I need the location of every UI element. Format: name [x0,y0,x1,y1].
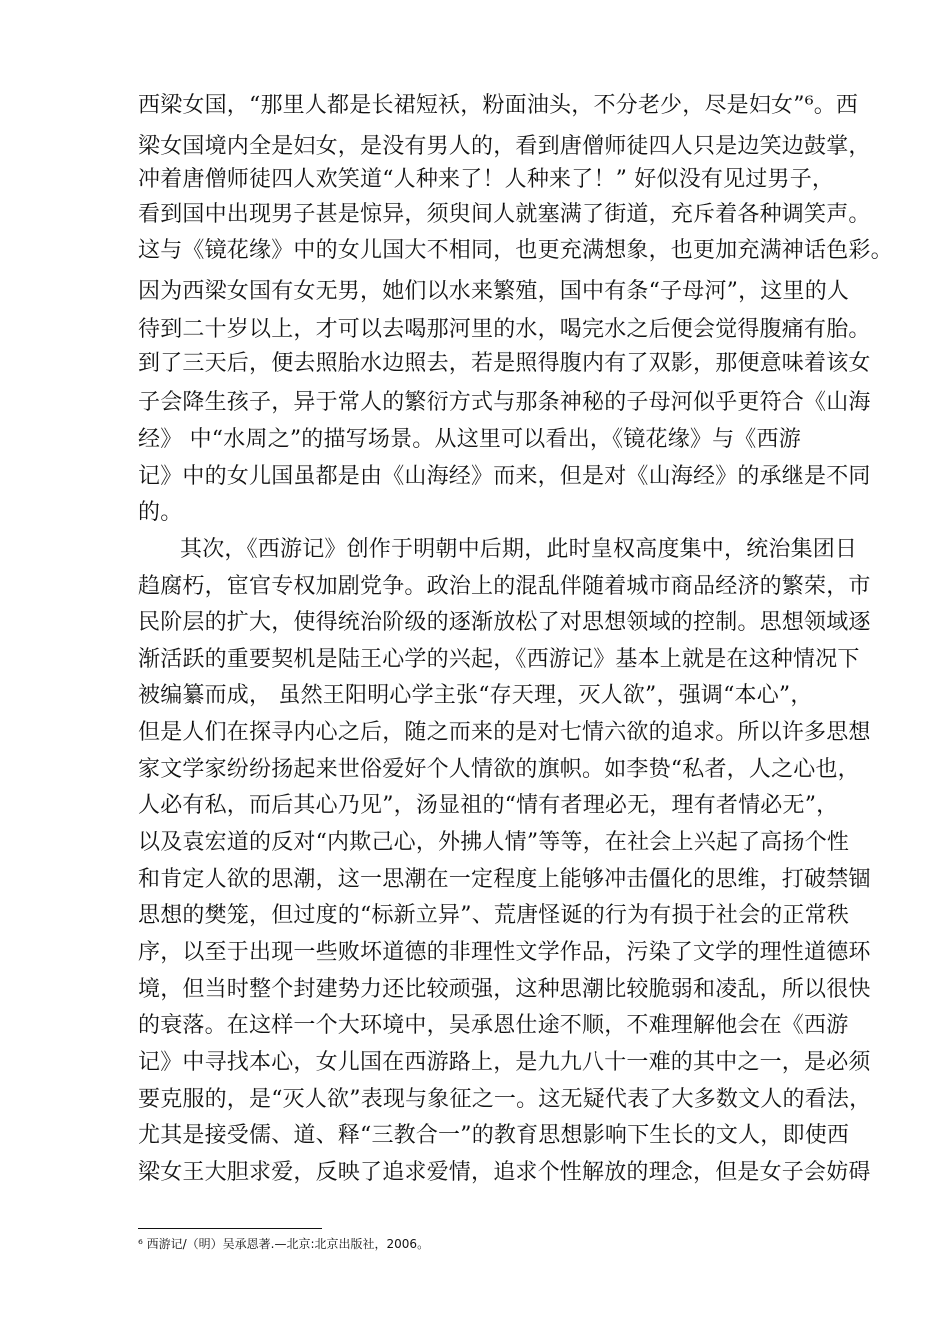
body-text-line: 的。 [138,500,183,525]
body-text-line: 人必有私，而后其心乃见”，汤显祖的“情有者理必无，理有者情必无”， [138,793,839,818]
body-text-line: 趋腐朽，宦官专权加剧党争。政治上的混乱伴随着城市商品经济的繁荣，市 [138,574,871,599]
footnote: ⁶ 西游记/（明）吴承恩著.—北京:北京出版社，2006。 [138,1237,430,1251]
body-text-line: 要克服的，是“灭人欲”表现与象征之一。这无疑代表了大多数文人的看法， [138,1087,872,1112]
body-text-line: 和肯定人欲的思潮，这一思潮在一定程度上能够冲击僵化的思维，打破禁锢 [138,867,871,892]
body-text-line: 民阶层的扩大，使得统治阶级的逐渐放松了对思想领域的控制。思想领域逐 [138,610,871,635]
body-text-line: 看到国中出现男子甚是惊异，须臾间人就塞满了街道，充斥着各种调笑声。 [138,202,871,227]
footnote-divider [138,1228,322,1229]
paragraph-first-line: 其次，《西游记》创作于明朝中后期，此时皇权高度集中，统治集团日 [180,537,858,562]
body-text-line: 梁女国境内全是妇女，是没有男人的，看到唐僧师徒四人只是边笑边鼓掌， [138,134,871,159]
body-text-line: 的衰落。在这样一个大环境中，吴承恩仕途不顺，不难理解他会在《西游 [138,1013,849,1038]
body-text-line: 记》中寻找本心，女儿国在西游路上，是九九八十一难的其中之一，是必须 [138,1050,871,1075]
body-text-line: 子会降生孩子，异于常人的繁衍方式与那条神秘的子母河似乎更符合《山海 [138,390,871,415]
body-text-line: 梁女王大胆求爱，反映了追求爱情，追求个性解放的理念，但是女子会妨碍 [138,1160,871,1185]
body-text-line: 被编纂而成， 虽然王阳明心学主张“存天理，灭人欲”，强调“本心”， [138,683,813,708]
body-text-line: 但是人们在探寻内心之后，随之而来的是对七情六欲的追求。所以许多思想 [138,720,871,745]
body-text-line: 待到二十岁以上，才可以去喝那河里的水，喝完水之后便会觉得腹痛有胎。 [138,317,871,342]
body-text-line: 思想的樊笼，但过度的“标新立异”、荒唐怪诞的行为有损于社会的正常秩 [138,903,850,928]
body-text-line: 冲着唐僧师徒四人欢笑道“人种来了！人种来了！” 好似没有见过男子， [138,167,835,192]
body-text-line: 序，以至于出现一些败坏道德的非理性文学作品，污染了文学的理性道德环 [138,940,871,965]
body-text-line: 这与《镜花缘》中的女儿国大不相同，也更充满想象，也更加充满神话色彩。 [138,238,893,263]
body-text-line: 记》中的女儿国虽都是由《山海经》而来，但是对《山海经》的承继是不同 [138,464,871,489]
body-text-line: 以及袁宏道的反对“内欺己心，外拂人情”等等，在社会上兴起了高扬个性 [138,830,850,855]
body-text-line: 尤其是接受儒、道、释“三教合一”的教育思想影响下生长的文人，即使西 [138,1123,850,1148]
body-text-line: 西梁女国，“那里人都是长裙短袄，粉面油头，不分老少，尽是妇女”⁶。西 [138,93,859,118]
body-text-line: 经》 中“水周之”的描写场景。从这里可以看出，《镜花缘》与《西游 [138,427,801,452]
body-text-line: 渐活跃的重要契机是陆王心学的兴起，《西游记》基本上就是在这种情况下 [138,647,860,672]
body-text-line: 境，但当时整个封建势力还比较顽强，这种思潮比较脆弱和凌乱，所以很快 [138,977,871,1002]
body-text-line: 家文学家纷纷扬起来世俗爱好个人情欲的旗帜。如李贽“私者，人之心也， [138,757,860,782]
body-text-line: 到了三天后，便去照胎水边照去，若是照得腹内有了双影，那便意味着该女 [138,351,871,376]
body-text-line: 因为西梁女国有女无男，她们以水来繁殖，国中有条“子母河”，这里的人 [138,279,850,304]
